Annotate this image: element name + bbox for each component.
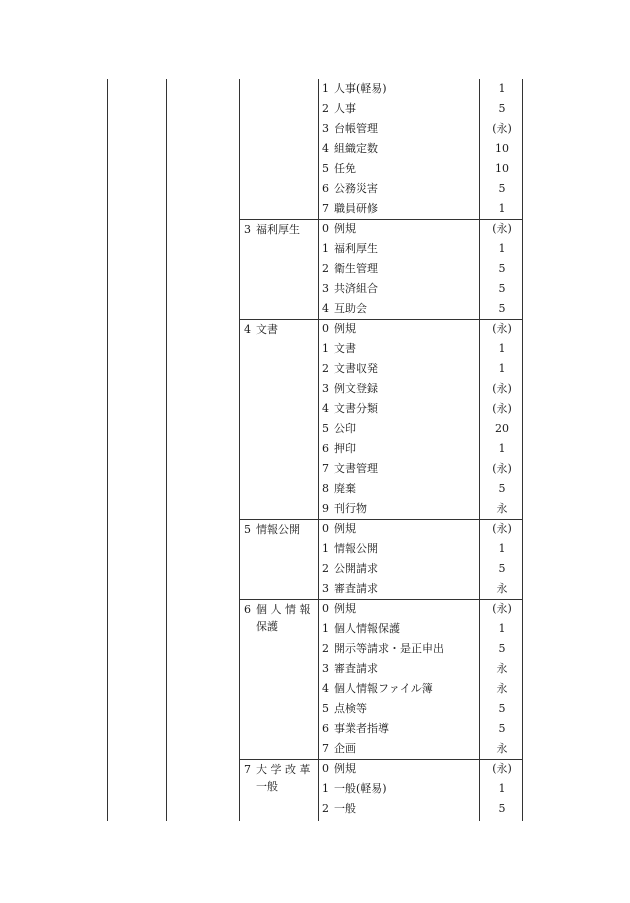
table-row-item: [322, 119, 478, 139]
item-name: 個人情報ファイル簿: [334, 682, 433, 695]
retention-period: (永): [492, 462, 512, 475]
item-number: 2: [322, 562, 329, 575]
item-number: 2: [322, 802, 329, 815]
retention-period: 5: [498, 802, 506, 815]
item-name: 福利厚生: [334, 242, 378, 255]
retention-period: 永: [496, 682, 508, 695]
category-name: 大 学 改 革: [256, 763, 311, 776]
retention-period: 1: [498, 442, 506, 455]
table-row-item: [322, 679, 478, 699]
retention-period: 1: [498, 82, 506, 95]
item-name: 例規: [334, 322, 356, 335]
table-row-item: [322, 499, 478, 519]
table-row-item: [322, 339, 478, 359]
item-number: 2: [322, 642, 329, 655]
category-name-continued: 保護: [256, 620, 278, 633]
category-number: 6: [244, 603, 251, 616]
table-row-item: [322, 99, 478, 119]
table-row-item: [322, 659, 478, 679]
table-row-item: [322, 699, 478, 719]
category-label: [244, 521, 314, 538]
table-row-item: [322, 179, 478, 199]
item-name: 互助会: [334, 302, 367, 315]
retention-period: (永): [492, 322, 512, 335]
table-row-item: [322, 199, 478, 219]
item-name: 開示等請求・是正申出: [334, 642, 444, 655]
retention-period: 20: [495, 422, 509, 435]
item-number: 1: [322, 622, 329, 635]
item-number: 5: [322, 162, 329, 175]
table-row-item: [322, 619, 478, 639]
category-label: [244, 601, 314, 635]
item-name: 一般: [334, 802, 356, 815]
table-row-item: [322, 279, 478, 299]
item-name: 例文登録: [334, 382, 378, 395]
item-name: 文書分類: [334, 402, 378, 415]
item-name: 人事: [334, 102, 356, 115]
table-row-item: [322, 379, 478, 399]
column-divider: [107, 79, 108, 821]
item-number: 5: [322, 702, 329, 715]
category-name: 福利厚生: [256, 223, 300, 236]
item-number: 4: [322, 302, 329, 315]
item-name: 例規: [334, 762, 356, 775]
retention-period: 5: [498, 262, 506, 275]
column-divider: [318, 79, 319, 821]
retention-period: 5: [498, 182, 506, 195]
table-row-item: [322, 579, 478, 599]
column-divider: [239, 79, 240, 821]
retention-period: 1: [498, 622, 506, 635]
retention-period: (永): [492, 602, 512, 615]
item-number: 4: [322, 142, 329, 155]
table-row-item: [322, 319, 478, 339]
item-name: 任免: [334, 162, 356, 175]
item-number: 1: [322, 782, 329, 795]
table-row-item: [322, 719, 478, 739]
item-number: 0: [322, 522, 329, 535]
item-number: 5: [322, 422, 329, 435]
table-row-item: [322, 459, 478, 479]
item-name: 台帳管理: [334, 122, 378, 135]
category-number: 4: [244, 323, 251, 336]
item-name: 衛生管理: [334, 262, 378, 275]
category-number: 7: [244, 763, 251, 776]
table-row-item: [322, 779, 478, 799]
category-label: [244, 321, 314, 338]
table-row-item: [322, 739, 478, 759]
retention-period: (永): [492, 402, 512, 415]
item-number: 0: [322, 322, 329, 335]
item-number: 6: [322, 442, 329, 455]
retention-period: (永): [492, 122, 512, 135]
retention-period: (永): [492, 522, 512, 535]
item-number: 6: [322, 722, 329, 735]
item-number: 6: [322, 182, 329, 195]
item-name: 文書収発: [334, 362, 378, 375]
item-name: 例規: [334, 222, 356, 235]
table-row-item: [322, 139, 478, 159]
retention-period: 5: [498, 482, 506, 495]
retention-period: 永: [496, 742, 508, 755]
table-row-item: [322, 639, 478, 659]
retention-period: 永: [496, 502, 508, 515]
item-number: 3: [322, 662, 329, 675]
item-name: 文書管理: [334, 462, 378, 475]
item-name: 情報公開: [334, 542, 378, 555]
table-row-item: [322, 539, 478, 559]
item-name: 押印: [334, 442, 356, 455]
retention-period: 永: [496, 662, 508, 675]
category-number: 3: [244, 223, 251, 236]
item-name: 審査請求: [334, 662, 378, 675]
retention-period: (永): [492, 222, 512, 235]
item-number: 2: [322, 262, 329, 275]
retention-period: 5: [498, 302, 506, 315]
table-row-item: [322, 439, 478, 459]
retention-period: 永: [496, 582, 508, 595]
item-number: 3: [322, 582, 329, 595]
item-number: 1: [322, 342, 329, 355]
item-number: 3: [322, 382, 329, 395]
item-name: 人事(軽易): [334, 82, 387, 95]
retention-period: 1: [498, 202, 506, 215]
table-row-item: [322, 759, 478, 779]
table-row-item: [322, 419, 478, 439]
item-number: 7: [322, 462, 329, 475]
item-number: 3: [322, 282, 329, 295]
column-divider: [522, 79, 523, 821]
table-row-item: [322, 79, 478, 99]
category-label: [244, 761, 314, 795]
item-number: 1: [322, 542, 329, 555]
item-name: 審査請求: [334, 582, 378, 595]
item-name: 組織定数: [334, 142, 378, 155]
retention-period: 10: [495, 142, 509, 155]
category-number: 5: [244, 523, 251, 536]
table-row-item: [322, 519, 478, 539]
item-name: 刊行物: [334, 502, 367, 515]
retention-period: 5: [498, 722, 506, 735]
retention-period: 5: [498, 282, 506, 295]
item-number: 0: [322, 222, 329, 235]
item-number: 9: [322, 502, 329, 515]
item-number: 7: [322, 202, 329, 215]
item-name: 例規: [334, 602, 356, 615]
item-number: 0: [322, 762, 329, 775]
item-name: 廃棄: [334, 482, 356, 495]
item-number: 1: [322, 82, 329, 95]
item-number: 2: [322, 362, 329, 375]
item-name: 事業者指導: [334, 722, 389, 735]
column-divider: [166, 79, 167, 821]
table-row-item: [322, 799, 478, 819]
item-number: 4: [322, 402, 329, 415]
retention-period: 5: [498, 702, 506, 715]
category-name: 個 人 情 報: [256, 603, 311, 616]
retention-period: 1: [498, 782, 506, 795]
item-number: 2: [322, 102, 329, 115]
category-name: 文書: [256, 323, 278, 336]
table-row-item: [322, 299, 478, 319]
item-name: 例規: [334, 522, 356, 535]
retention-period: 5: [498, 642, 506, 655]
table-row-item: [322, 159, 478, 179]
table-row-item: [322, 259, 478, 279]
retention-period: 5: [498, 102, 506, 115]
retention-period: 5: [498, 562, 506, 575]
item-name: 公印: [334, 422, 356, 435]
retention-period: (永): [492, 382, 512, 395]
item-name: 共済組合: [334, 282, 378, 295]
category-name-continued: 一般: [256, 780, 278, 793]
retention-period: 1: [498, 342, 506, 355]
item-name: 企画: [334, 742, 356, 755]
item-number: 8: [322, 482, 329, 495]
item-name: 文書: [334, 342, 356, 355]
item-number: 1: [322, 242, 329, 255]
item-number: 4: [322, 682, 329, 695]
item-name: 職員研修: [334, 202, 378, 215]
retention-period: 1: [498, 242, 506, 255]
item-number: 3: [322, 122, 329, 135]
table-row-item: [322, 219, 478, 239]
item-number: 7: [322, 742, 329, 755]
table-row-item: [322, 599, 478, 619]
item-name: 点検等: [334, 702, 367, 715]
table-row-item: [322, 239, 478, 259]
table-row-item: [322, 479, 478, 499]
table-row-item: [322, 399, 478, 419]
category-name: 情報公開: [256, 523, 300, 536]
retention-period: 10: [495, 162, 509, 175]
item-name: 一般(軽易): [334, 782, 387, 795]
item-name: 公開請求: [334, 562, 378, 575]
table-row-item: [322, 559, 478, 579]
item-name: 個人情報保護: [334, 622, 400, 635]
column-divider: [479, 79, 480, 821]
retention-period: (永): [492, 762, 512, 775]
item-name: 公務災害: [334, 182, 378, 195]
category-label: [244, 221, 314, 238]
table-row-item: [322, 359, 478, 379]
item-number: 0: [322, 602, 329, 615]
retention-period: 1: [498, 362, 506, 375]
retention-period: 1: [498, 542, 506, 555]
